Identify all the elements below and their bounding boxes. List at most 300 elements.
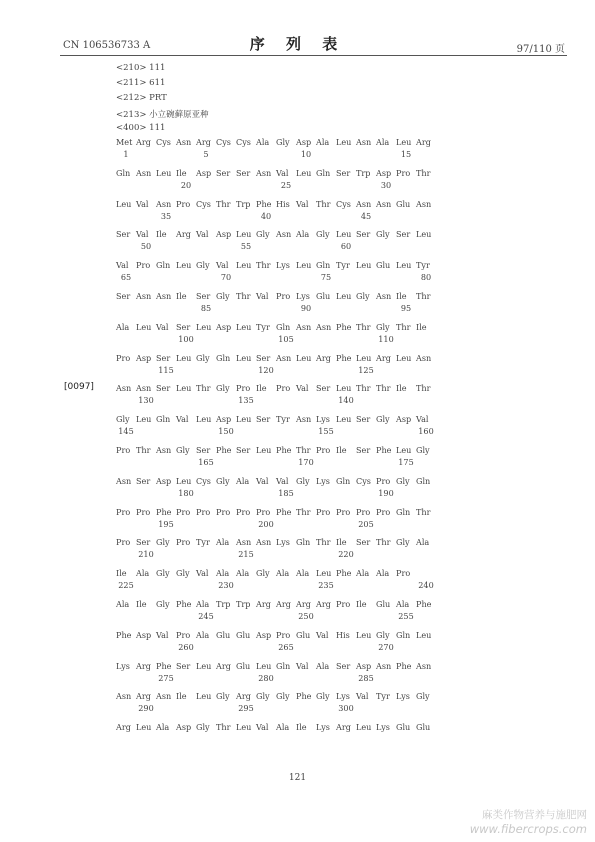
residue: Phe [336, 352, 352, 363]
residue: Ala [276, 722, 290, 733]
residue: Leu [236, 414, 252, 425]
position-numbers [116, 333, 436, 345]
residue: Phe [116, 629, 132, 640]
residue-line [116, 630, 436, 641]
residue: Ile [336, 537, 347, 548]
position-number: 135 [238, 395, 254, 406]
residue: Phe [276, 444, 292, 455]
residue: Leu [396, 260, 412, 271]
sequence-row [116, 630, 436, 661]
residue: Thr [316, 537, 331, 548]
residue: Met [116, 137, 133, 147]
residue: Pro [336, 506, 351, 517]
residue: Ala [296, 568, 310, 579]
residue: Leu [136, 414, 152, 425]
position-number: 200 [258, 518, 274, 529]
meta-line: <212> PRT [116, 93, 167, 103]
residue: Ser [116, 290, 131, 301]
position-number: 250 [298, 610, 314, 621]
position-number: 235 [318, 580, 334, 591]
residue: Thr [416, 290, 431, 301]
position-number: 280 [258, 672, 274, 683]
position-number: 255 [398, 610, 414, 621]
sequence-row [116, 537, 436, 568]
sequence-row [116, 599, 436, 630]
sequence-row [116, 383, 436, 414]
position-number: 110 [378, 333, 394, 344]
residue: Gly [376, 321, 390, 332]
position-numbers [116, 548, 436, 560]
residue: Gln [316, 260, 331, 271]
residue: Pro [336, 598, 351, 609]
sequence-row [116, 414, 436, 445]
residue: Val [256, 722, 269, 733]
residue: Gly [216, 383, 230, 394]
residue: Gly [256, 229, 270, 240]
residue: Lys [316, 414, 330, 425]
residue: Gly [396, 475, 410, 486]
residue: Gln [276, 660, 291, 671]
residue: Ile [396, 383, 407, 394]
residue: Lys [316, 475, 330, 486]
residue: Glu [316, 290, 331, 301]
position-numbers [116, 302, 436, 314]
residue: Arg [316, 598, 331, 609]
residue: Pro [356, 506, 371, 517]
position-number: 115 [158, 364, 174, 375]
residue: Pro [236, 383, 251, 394]
residue: Asp [196, 167, 212, 178]
residue: Ala [276, 568, 290, 579]
position-number: 25 [280, 179, 292, 190]
position-number: 175 [398, 456, 414, 467]
position-numbers [116, 456, 436, 468]
residue: Gly [376, 629, 390, 640]
position-number: 45 [360, 210, 372, 221]
residue: Ile [256, 383, 267, 394]
residue: Asn [116, 691, 132, 702]
residue: Gly [196, 722, 210, 733]
residue-line [116, 691, 436, 702]
residue: Gly [216, 691, 230, 702]
residue: Thr [296, 444, 311, 455]
position-number: 160 [418, 426, 434, 437]
residue: Leu [176, 383, 192, 394]
position-number: 220 [338, 549, 354, 560]
position-number: 55 [240, 241, 252, 252]
residue: Cys [336, 198, 351, 209]
position-number: 150 [218, 426, 234, 437]
residue: Leu [196, 691, 212, 702]
residue: Thr [376, 537, 391, 548]
residue: Leu [136, 722, 152, 733]
residue: Pro [176, 629, 191, 640]
residue: Gly [156, 537, 170, 548]
residue: Ile [416, 321, 427, 332]
residue: Tyr [256, 321, 270, 332]
residue: Gln [276, 321, 291, 332]
position-number: 215 [238, 549, 254, 560]
residue: Ile [136, 598, 147, 609]
residue: Ile [296, 722, 307, 733]
residue: Leu [196, 414, 212, 425]
position-number: 50 [140, 241, 152, 252]
residue: Gly [296, 475, 310, 486]
residue: Arg [116, 722, 131, 733]
residue: Gly [316, 229, 330, 240]
residue: Leu [336, 383, 352, 394]
position-number: 165 [198, 456, 214, 467]
residue: Ala [196, 598, 210, 609]
residue-line [116, 537, 436, 548]
position-number: 210 [138, 549, 154, 560]
residue: Thr [376, 383, 391, 394]
position-number: 100 [178, 333, 194, 344]
residue: Asp [136, 629, 152, 640]
residue: Trp [236, 598, 251, 609]
position-number: 240 [418, 580, 434, 591]
residue: Gln [296, 537, 311, 548]
residue: Ala [196, 629, 210, 640]
residue: Ala [116, 598, 130, 609]
residue: Ser [396, 229, 411, 240]
residue-line [116, 322, 436, 333]
residue: Val [316, 629, 329, 640]
residue: Pro [376, 475, 391, 486]
position-numbers [116, 210, 436, 222]
residue: Asp [356, 660, 372, 671]
residue: Ser [356, 537, 371, 548]
residue: Asn [276, 352, 292, 363]
footer-page-number: 121 [288, 773, 307, 783]
residue: Ser [136, 537, 151, 548]
residue: His [336, 629, 350, 640]
residue: Ser [216, 167, 231, 178]
residue: Phe [336, 321, 352, 332]
residue: Thr [256, 260, 271, 271]
residue: Ser [236, 167, 251, 178]
header-doc-id: CN 106536733 A [63, 40, 151, 51]
residue: Leu [136, 321, 152, 332]
residue: Gln [336, 475, 351, 486]
residue: Glu [236, 660, 251, 671]
residue: Thr [136, 444, 151, 455]
residue: Cys [216, 137, 231, 147]
residue: Val [196, 568, 209, 579]
sequence-row [116, 260, 436, 291]
residue: Lys [336, 691, 350, 702]
residue: Leu [176, 352, 192, 363]
position-number: 10 [300, 149, 312, 159]
residue: His [276, 198, 290, 209]
residue-line [116, 229, 436, 240]
residue: Asn [156, 198, 172, 209]
residue: Gln [156, 414, 171, 425]
residue-line [116, 353, 436, 364]
residue: Val [156, 321, 169, 332]
position-number: 260 [178, 641, 194, 652]
residue: Arg [176, 229, 191, 240]
residue: Leu [256, 444, 272, 455]
position-number: 245 [198, 610, 214, 621]
residue: Pro [376, 506, 391, 517]
residue: Asn [176, 137, 192, 147]
residue: Ala [116, 321, 130, 332]
residue: Ser [176, 321, 191, 332]
residue: Phe [396, 660, 412, 671]
residue: Asn [316, 321, 332, 332]
position-number: 230 [218, 580, 234, 591]
residue: Asn [116, 475, 132, 486]
sequence-row [116, 507, 436, 538]
residue: Pro [176, 506, 191, 517]
residue: Gly [256, 691, 270, 702]
position-number: 290 [138, 703, 154, 714]
header-rule [60, 55, 567, 56]
residue: Arg [136, 691, 151, 702]
residue: Pro [316, 506, 331, 517]
residue: Phe [176, 598, 192, 609]
position-number: 1 [123, 149, 129, 159]
residue: Ala [376, 137, 390, 147]
position-number: 75 [320, 272, 332, 283]
residue: Gly [156, 568, 170, 579]
position-number: 130 [138, 395, 154, 406]
residue: Val [116, 260, 129, 271]
position-numbers [116, 364, 436, 376]
residue: Asn [156, 691, 172, 702]
residue: Ile [176, 290, 187, 301]
residue: Thr [216, 198, 231, 209]
residue: Ser [196, 290, 211, 301]
residue: Gly [176, 568, 190, 579]
position-number: 35 [160, 210, 172, 221]
residue: Gly [316, 691, 330, 702]
residue: Leu [236, 722, 252, 733]
sequence-row [116, 322, 436, 353]
residue: Thr [396, 321, 411, 332]
position-numbers [116, 425, 436, 437]
residue: Leu [176, 260, 192, 271]
position-numbers [116, 271, 436, 283]
residue: Val [296, 383, 309, 394]
position-number: 90 [300, 302, 312, 313]
residue: Phe [156, 506, 172, 517]
position-number: 40 [260, 210, 272, 221]
residue: Pro [396, 167, 411, 178]
residue: Pro [276, 383, 291, 394]
residue: Arg [276, 598, 291, 609]
residue: Val [176, 414, 189, 425]
sequence-row [116, 291, 436, 322]
residue: Cys [356, 475, 371, 486]
residue: Asp [216, 414, 232, 425]
residue: Ser [356, 414, 371, 425]
position-number: 5 [203, 149, 209, 159]
residue: Gly [396, 537, 410, 548]
residue: Val [416, 414, 429, 425]
residue: Ser [196, 444, 211, 455]
residue: Asn [156, 444, 172, 455]
residue: Gln [116, 167, 131, 178]
residue: Asp [216, 229, 232, 240]
position-numbers [116, 394, 436, 406]
residue-line [116, 137, 436, 148]
residue: Leu [416, 229, 432, 240]
residue: Asp [376, 167, 392, 178]
residue: Ile [156, 229, 167, 240]
residue: Leu [336, 414, 352, 425]
header-page-number: 97/110 页 [516, 44, 565, 55]
position-number: 180 [178, 487, 194, 498]
residue: Ser [256, 352, 271, 363]
residue: Asp [136, 352, 152, 363]
residue: Gln [216, 352, 231, 363]
residue: Thr [356, 321, 371, 332]
residue: Thr [196, 383, 211, 394]
residue: Gly [276, 137, 290, 147]
residue: Phe [416, 598, 432, 609]
position-number: 185 [278, 487, 294, 498]
residue: Gly [216, 290, 230, 301]
residue: Ala [216, 568, 230, 579]
residue: Trp [356, 167, 371, 178]
position-number: 20 [180, 179, 192, 190]
residue: Asn [136, 290, 152, 301]
residue-line [116, 414, 436, 425]
residue: Ser [256, 414, 271, 425]
residue: Pro [116, 506, 131, 517]
residue: Arg [256, 598, 271, 609]
position-numbers [116, 641, 436, 653]
residue: Phe [376, 444, 392, 455]
position-number: 295 [238, 703, 254, 714]
residue: Asn [136, 383, 152, 394]
residue: Ser [156, 352, 171, 363]
residue: Asp [396, 414, 412, 425]
position-number: 195 [158, 518, 174, 529]
residue: Leu [336, 137, 352, 147]
residue: Ser [236, 444, 251, 455]
residue: Pro [256, 506, 271, 517]
position-numbers [116, 579, 436, 591]
position-numbers [116, 240, 436, 252]
residue: Arg [236, 691, 251, 702]
residue: Asp [156, 475, 172, 486]
residue: Ser [316, 383, 331, 394]
position-number: 120 [258, 364, 274, 375]
residue: Lys [276, 537, 290, 548]
position-number: 80 [420, 272, 432, 283]
residue-line [116, 199, 436, 210]
residue: Pro [196, 506, 211, 517]
position-numbers [116, 702, 436, 714]
residue: Lys [396, 691, 410, 702]
residue: Phe [156, 660, 172, 671]
residue: Gly [116, 414, 130, 425]
residue: Phe [216, 444, 232, 455]
residue: Glu [416, 722, 431, 733]
position-number: 225 [118, 580, 134, 591]
residue: Asn [136, 167, 152, 178]
position-number: 285 [358, 672, 374, 683]
position-number: 300 [338, 703, 354, 714]
residue: Pro [276, 290, 291, 301]
residue: Arg [316, 352, 331, 363]
residue: Ala [156, 722, 170, 733]
sequence-row [116, 568, 436, 599]
residue: Pro [276, 629, 291, 640]
position-number: 15 [400, 149, 412, 159]
residue: Leu [396, 352, 412, 363]
residue: Ser [116, 229, 131, 240]
residue: Cys [196, 475, 211, 486]
residue: Val [296, 660, 309, 671]
residue: Ala [376, 568, 390, 579]
residue: Gly [196, 260, 210, 271]
residue: Thr [236, 290, 251, 301]
residue: Cys [156, 137, 171, 147]
residue: Leu [296, 167, 312, 178]
residue: Ala [236, 568, 250, 579]
residue: Ala [316, 660, 330, 671]
position-number: 170 [298, 456, 314, 467]
residue: Leu [356, 352, 372, 363]
residue: Leu [236, 260, 252, 271]
residue-line [116, 568, 436, 579]
residue: Leu [236, 321, 252, 332]
residue: Gly [156, 598, 170, 609]
residue: Cys [196, 198, 211, 209]
position-number: 205 [358, 518, 374, 529]
meta-line: <210> 111 [116, 63, 166, 73]
residue: Asn [416, 352, 432, 363]
residue: Ser [336, 660, 351, 671]
position-numbers [116, 487, 436, 499]
residue: Gly [416, 444, 430, 455]
residue: Val [356, 691, 369, 702]
residue: Leu [116, 198, 132, 209]
position-numbers [116, 148, 436, 160]
residue: Thr [216, 722, 231, 733]
residue: Ile [336, 444, 347, 455]
residue: Lys [296, 290, 310, 301]
residue: Val [276, 167, 289, 178]
meta-line: <400> 111 [116, 123, 166, 133]
position-numbers [116, 733, 436, 745]
residue: Pro [176, 537, 191, 548]
sequence-row [116, 229, 436, 260]
residue: Asn [156, 290, 172, 301]
residue: Arg [296, 598, 311, 609]
residue: Tyr [336, 260, 350, 271]
residue: Leu [356, 722, 372, 733]
residue: Leu [416, 629, 432, 640]
position-number: 265 [278, 641, 294, 652]
residue: Thr [296, 506, 311, 517]
residue: Phe [276, 506, 292, 517]
position-numbers [116, 672, 436, 684]
residue: Pro [116, 444, 131, 455]
residue: Gly [416, 691, 430, 702]
residue: Gln [396, 629, 411, 640]
residue: Leu [196, 321, 212, 332]
sequence-row [116, 199, 436, 230]
sequence-row [116, 722, 436, 753]
residue: Arg [336, 722, 351, 733]
residue: Val [196, 229, 209, 240]
residue-line [116, 168, 436, 179]
